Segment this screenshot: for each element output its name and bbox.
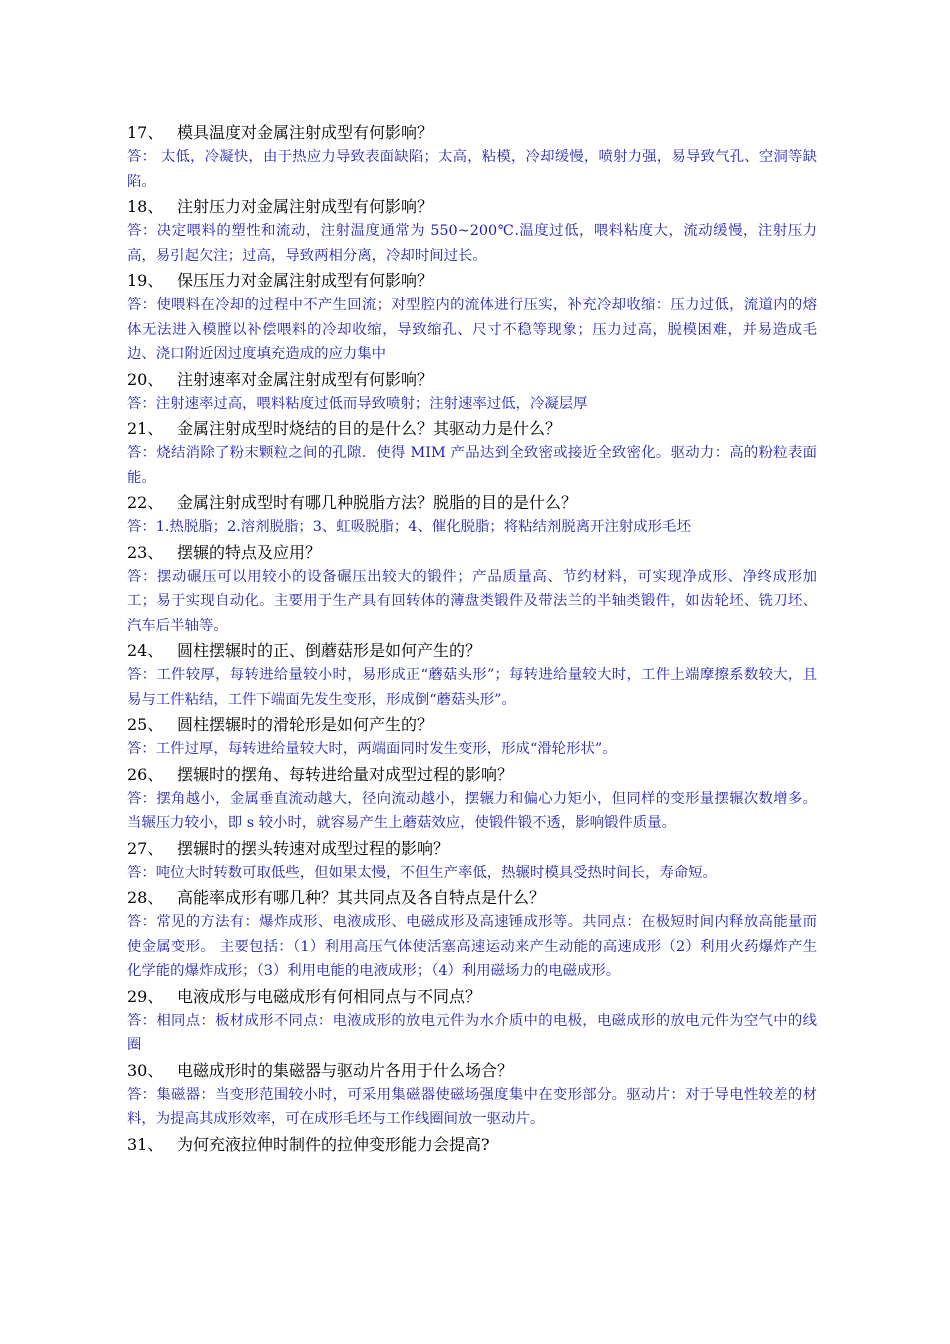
- qa-item-31: [127, 1132, 817, 1157]
- question-heading: [127, 1058, 817, 1083]
- qa-item-18: [127, 194, 817, 268]
- answer-text: 答： 太低，冷凝快，由于热应力导致表面缺陷；太高，粘模，冷却缓慢，喷射力强，易导致气孔、空洞等缺陷。: [127, 149, 817, 190]
- question-heading: [127, 367, 817, 392]
- question-text: 圆柱摆辗时的正、倒蘑菇形是如何产生的？: [177, 641, 482, 660]
- question-heading: [127, 194, 817, 219]
- question-number: 24、: [127, 641, 164, 660]
- question-number: 25、: [127, 715, 164, 734]
- question-heading: [127, 540, 817, 565]
- answer-text: 答：相同点：板材成形不同点：电液成形的放电元件为水介质中的电极，电磁成形的放电元件为空气中的线圈: [127, 1012, 817, 1053]
- answer-text: 答：烧结消除了粉末颗粒之间的孔隙．使得 MIM 产品达到全致密或接近全致密化。驱动力：高的粉粒表面能。: [127, 445, 817, 486]
- answer-text: 答：常见的方法有：爆炸成形、电液成形、电磁成形及高速锤成形等。共同点：在极短时间内释放高能量而使金属变形。 主要包括：（1）利用高压气体使活塞高速运动来产生动能的高速成形（2）利用火药爆炸产生化学能的爆炸成形；（3）利用电能的电液成形；（4）利用磁场力的电磁成形。: [127, 914, 817, 979]
- question-heading: [127, 268, 817, 293]
- answer-text: 答：集磁器：当变形范围较小时，可采用集磁器使磁场强度集中在变形部分。驱动片：对于导电性较差的材料，为提高其成形效率，可在成形毛坯与工作线圈间放一驱动片。: [127, 1086, 817, 1127]
- question-number: 22、: [127, 493, 164, 512]
- qa-item-19: [127, 268, 817, 367]
- question-heading: [127, 712, 817, 737]
- question-heading: [127, 416, 817, 441]
- question-text: 金属注射成型时烧结的目的是什么？其驱动力是什么？: [177, 419, 562, 438]
- question-heading: [127, 638, 817, 663]
- answer-text: 答：使喂料在冷却的过程中不产生回流；对型腔内的流体进行压实，补充冷却收缩：压力过低，流道内的熔体无法进入模膛以补偿喂料的冷却收缩，导致缩孔、尺寸不稳等现象；压力过高，脱模困难，并易造成毛边、浇口附近因过度填充造成的应力集中: [127, 297, 817, 362]
- question-text: 金属注射成型时有哪几种脱脂方法？脱脂的目的是什么？: [177, 493, 578, 512]
- question-heading: [127, 984, 817, 1009]
- qa-item-23: [127, 540, 817, 639]
- question-text: 摆辗时的摆头转速对成型过程的影响？: [177, 838, 450, 858]
- question-number: 30、: [127, 1060, 164, 1080]
- qa-item-26: [127, 762, 817, 836]
- question-number: 20、: [127, 369, 164, 389]
- question-number: 28、: [127, 888, 164, 907]
- question-number: 26、: [127, 764, 164, 784]
- answer-text: 答：摆动碾压可以用较小的设备碾压出较大的锻件；产品质量高、节约材料，可实现净成形、净终成形加工；易于实现自动化。主要用于生产具有回转体的薄盘类锻件及带法兰的半轴类锻件，如齿轮坯、铣刀坯、汽车后半轴等。: [127, 568, 817, 634]
- question-number: 23、: [127, 542, 164, 562]
- answer-text: 答：摆角越小，金属垂直流动越大，径向流动越小，摆辗力和偏心力矩小，但同样的变形量摆辗次数增多。当辗压力较小，即 s 较小时，就容易产生上蘑菇效应，使锻件锻不透，影响锻件质量。: [127, 790, 817, 831]
- question-text: 摆辗时的摆角、每转进给量对成型过程的影响？: [177, 764, 514, 784]
- qa-item-21: [127, 416, 817, 490]
- question-text: 电液成形与电磁成形有何相同点与不同点？: [177, 986, 482, 1006]
- qa-item-20: [127, 367, 817, 417]
- question-number: 18、: [127, 197, 164, 216]
- question-text: 电磁成形时的集磁器与驱动片各用于什么场合？: [177, 1060, 514, 1080]
- question-number: 27、: [127, 838, 164, 858]
- question-number: 19、: [127, 271, 164, 290]
- document-page: [127, 120, 817, 1157]
- answer-text: 答：吨位大时转数可取低些，但如果太慢，不但生产率低，热辗时模具受热时间长，寿命短。: [127, 864, 718, 881]
- answer-text: 答：工件较厚，每转进给量较小时，易形成正“蘑菇头形”；每转进给量较大时，工件上端摩擦系数较大，且易与工件粘结，工件下端面先发生变形，形成倒“蘑菇头形”。: [127, 667, 817, 708]
- question-text: 注射压力对金属注射成型有何影响？: [177, 197, 434, 216]
- qa-item-28: [127, 885, 817, 984]
- question-number: 17、: [127, 123, 164, 142]
- question-number: 29、: [127, 986, 164, 1006]
- question-text: 为何充液拉伸时制件的拉伸变形能力会提高?: [177, 1134, 490, 1154]
- question-heading: [127, 836, 817, 861]
- answer-text: 答：1.热脱脂；2.溶剂脱脂；3、虹吸脱脂；4、催化脱脂；将粘结剂脱离开注射成形毛坯: [127, 519, 691, 535]
- qa-item-17: [127, 120, 817, 194]
- qa-item-30: [127, 1058, 817, 1132]
- question-heading: [127, 885, 817, 910]
- answer-text: 答：注射速率过高，喂料粘度过低而导致喷射；注射速率过低，冷凝层厚: [127, 395, 588, 412]
- qa-item-27: [127, 836, 817, 886]
- answer-text: 答：工件过厚，每转进给量较大时，两端面同时发生变形，形成“滑轮形状”。: [127, 741, 617, 757]
- question-heading: [127, 490, 817, 515]
- qa-item-25: [127, 712, 817, 762]
- qa-item-29: [127, 984, 817, 1058]
- question-text: 保压压力对金属注射成型有何影响？: [177, 271, 434, 290]
- question-heading: [127, 120, 817, 145]
- question-text: 注射速率对金属注射成型有何影响？: [177, 369, 434, 389]
- question-number: 31、: [127, 1134, 164, 1154]
- qa-item-24: [127, 638, 817, 712]
- question-text: 高能率成形有哪几种？其共同点及各自特点是什么？: [177, 888, 546, 907]
- question-text: 摆辗的特点及应用？: [177, 542, 322, 562]
- question-heading: [127, 762, 817, 787]
- question-text: 圆柱摆辗时的滑轮形是如何产生的？: [177, 715, 434, 734]
- question-number: 21、: [127, 419, 164, 438]
- answer-text: 答：决定喂料的塑性和流动，注射温度通常为 550~200℃.温度过低，喂料粘度大，流动缓慢，注射压力高，易引起欠注；过高，导致两相分离，冷却时间过长。: [127, 223, 817, 264]
- question-heading: [127, 1132, 817, 1157]
- qa-item-22: [127, 490, 817, 540]
- question-text: 模具温度对金属注射成型有何影响？: [177, 123, 434, 142]
